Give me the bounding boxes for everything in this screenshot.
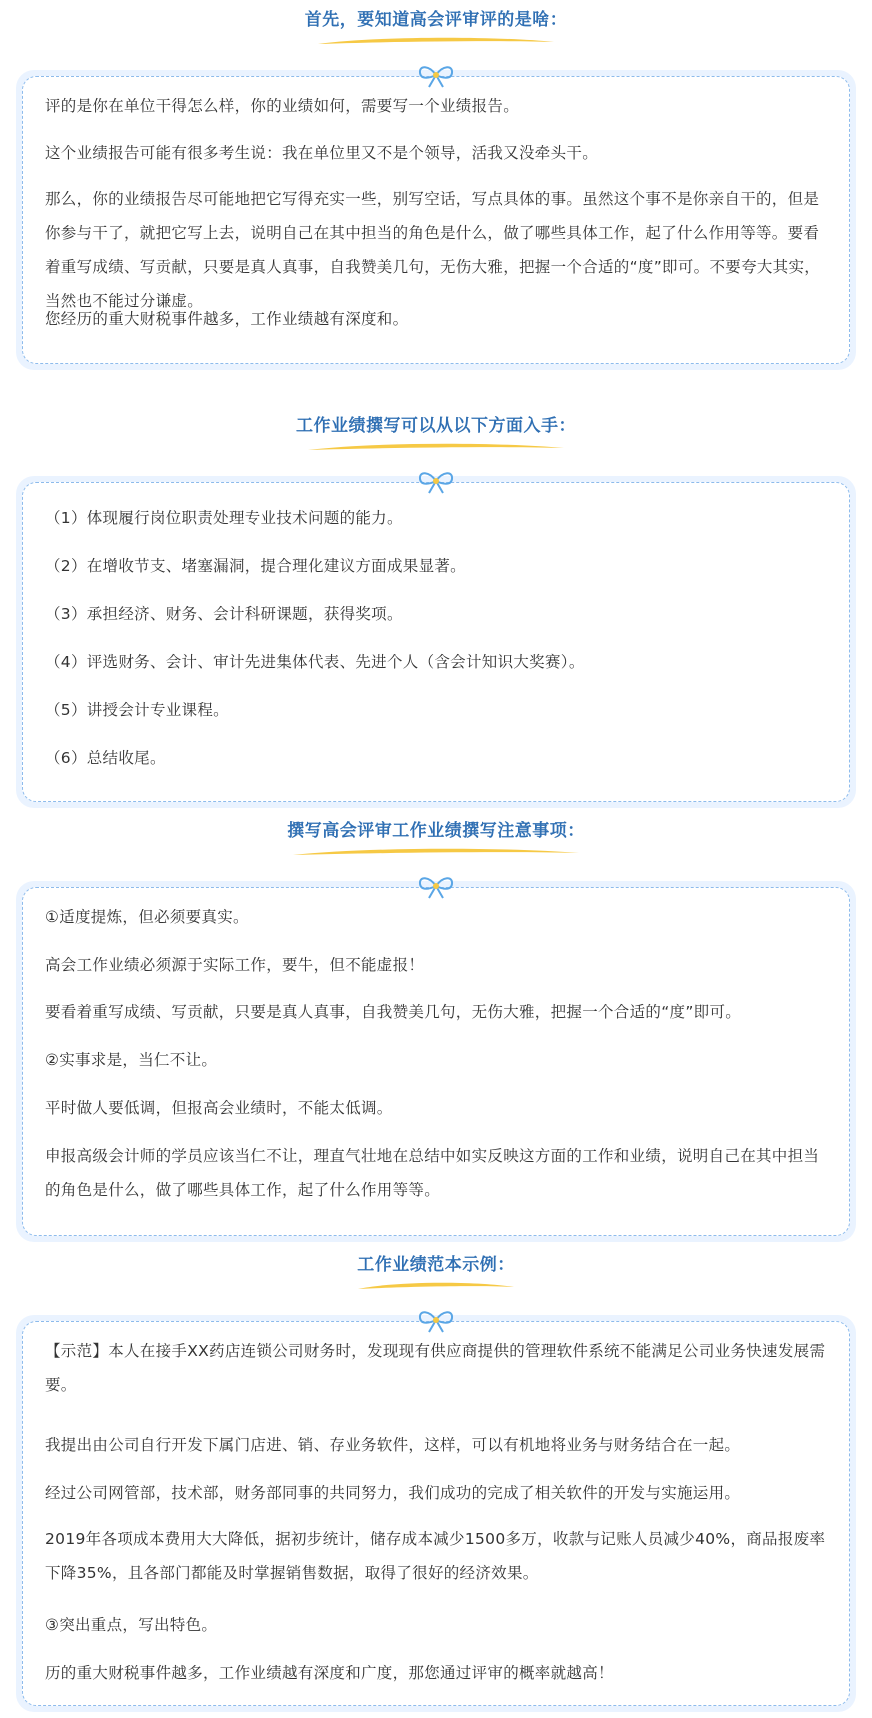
- paragraph: 申报高级会计师的学员应该当仁不让，理直气壮地在总结中如实反映这方面的工作和业绩，说明自己在其中担当的角色是什么，做了哪些具体工作，起了什么作用等等。: [45, 1147, 820, 1199]
- bow-icon: [417, 469, 455, 495]
- bow-icon: [417, 1308, 455, 1334]
- paragraph: 历的重大财税事件越多，工作业绩越有深度和广度，那您通过评审的概率就越高！: [45, 1664, 614, 1682]
- list-item: （2）在增收节支、堵塞漏洞，提合理化建议方面成果显著。: [45, 557, 466, 575]
- content-panel-1: [16, 70, 856, 370]
- content-panel-2: [16, 476, 856, 808]
- paragraph: 那么，你的业绩报告尽可能地把它写得充实一些，别写空话，写点具体的事。虽然这个事不是你亲自干的，但是你参与干了，就把它写上去，说明自己在其中担当的角色是什么，做了哪些具体工作，起了什么作用等等。要看着重写成绩、写贡献，只要是真人真事，自我赞美几句，无伤大雅，把握一个合适的“度”即可。不要夸大其实，当然也不能过分谦虚。: [45, 190, 821, 310]
- list-item: （6）总结收尾。: [45, 749, 166, 767]
- paragraph: 高会工作业绩必须源于实际工作，要牛，但不能虚报！: [45, 956, 425, 974]
- paragraph: 平时做人要低调，但报高会业绩时，不能太低调。: [45, 1099, 393, 1117]
- paragraph: 这个业绩报告可能有很多考生说：我在单位里又不是个领导，活我又没牵头干。: [45, 144, 599, 162]
- paragraph: 我提出由公司自行开发下属门店进、销、存业务软件，这样，可以有机地将业务与财务结合在一起。: [45, 1436, 741, 1454]
- section-title: 首先，要知道高会评审评的是啥：: [304, 10, 568, 30]
- paragraph: 要看着重写成绩、写贡献，只要是真人真事，自我赞美几句，无伤大雅，把握一个合适的“度”即可。: [45, 1003, 742, 1021]
- paragraph: ①适度提炼，但必须要真实。: [45, 908, 249, 926]
- bow-icon: [417, 874, 455, 900]
- paragraph: 2019年各项成本费用大大降低，据初步统计，储存成本减少1500多万，收款与记账人员减少40%，商品报废率下降35%，且各部门都能及时掌握销售数据，取得了很好的经济效果。: [45, 1530, 826, 1582]
- content-panel-3: [16, 881, 856, 1242]
- wave-underline: [356, 1279, 516, 1293]
- list-item: （5）讲授会计专业课程。: [45, 701, 229, 719]
- section-title: 工作业绩撰写可以从以下方面入手：: [296, 416, 576, 436]
- section-heading-2: [0, 414, 872, 454]
- section-title: 撰写高会评审工作业绩撰写注意事项：: [287, 821, 585, 841]
- list-item: （1）体现履行岗位职责处理专业技术问题的能力。: [45, 509, 403, 527]
- paragraph: 经过公司网管部，技术部，财务部同事的共同努力，我们成功的完成了相关软件的开发与实施运用。: [45, 1484, 741, 1502]
- wave-underline: [306, 440, 566, 454]
- section-title: 工作业绩范本示例：: [357, 1255, 515, 1275]
- paragraph: 您经历的重大财税事件越多，工作业绩越有深度和。: [45, 310, 409, 328]
- section-heading-4: [0, 1253, 872, 1293]
- paragraph: ③突出重点，写出特色。: [45, 1616, 218, 1634]
- paragraph: ②实事求是，当仁不让。: [45, 1051, 218, 1069]
- list-item: （4）评选财务、会计、审计先进集体代表、先进个人（含会计知识大奖赛）。: [45, 653, 585, 671]
- section-heading-3: [0, 819, 872, 859]
- list-item: （3）承担经济、财务、会计科研课题，获得奖项。: [45, 605, 403, 623]
- paragraph: 【示范】本人在接手XX药店连锁公司财务时，发现现有供应商提供的管理软件系统不能满足公司业务快速发展需要。: [45, 1342, 826, 1394]
- section-heading-1: [0, 8, 872, 48]
- paragraph: 评的是你在单位干得怎么样，你的业绩如何，需要写一个业绩报告。: [45, 97, 520, 115]
- wave-underline: [316, 34, 556, 48]
- wave-underline: [291, 845, 581, 859]
- bow-icon: [417, 63, 455, 89]
- content-panel-4: [16, 1315, 856, 1712]
